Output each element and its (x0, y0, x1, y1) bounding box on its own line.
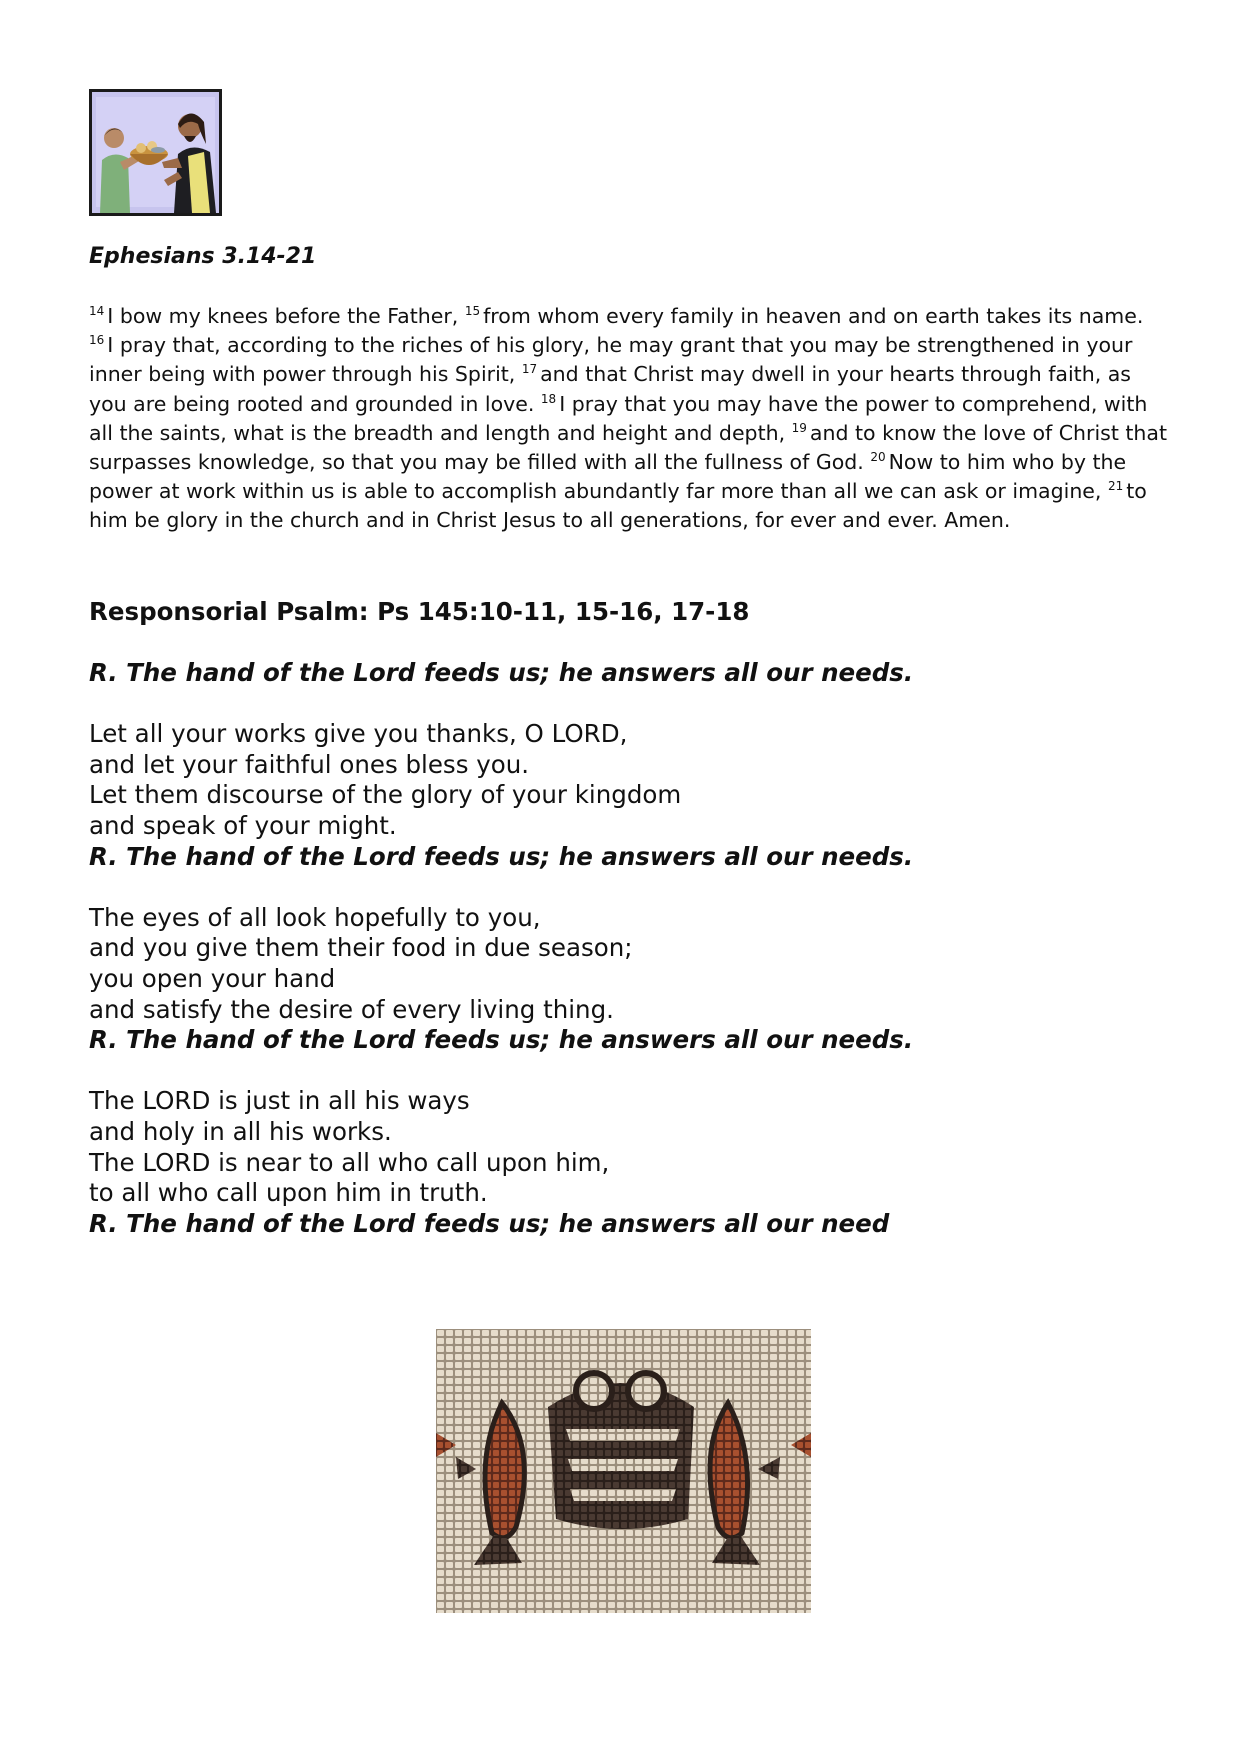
psalm-stanza (89, 903, 1169, 1056)
verse-text: and that Christ may dwell in your hearts through faith, as you are being rooted and grounded in love. (89, 362, 1131, 416)
verse-text: Now to him who by the power at work within us is able to accomplish abundantly far more than all we can ask or imagine, (89, 450, 1127, 504)
verse-number: 17 (521, 362, 538, 377)
verse-number: 21 (1107, 479, 1124, 494)
psalm-line: and you give them their food in due season; (89, 933, 633, 963)
verse-text: I pray that you may have the power to comprehend, with all the saints, what is the breadth and length and height and depth, (89, 391, 1148, 445)
verse-text: I pray that, according to the riches of his glory, he may grant that you may be strengthened in your inner being with power through his Spirit, (89, 333, 1133, 387)
psalm-response: R. The hand of the Lord feeds us; he answers all our needs. (89, 841, 914, 871)
psalm-body (89, 658, 1169, 1239)
illustration-drawing (92, 92, 219, 213)
verse-number: 18 (540, 391, 557, 406)
verse-text: and to know the love of Christ that surpasses knowledge, so that you may be filled with all the fullness of God. (89, 420, 1168, 475)
psalm-line: and satisfy the desire of every living thing. (89, 994, 614, 1024)
verse-text: from whom every family in heaven and on earth takes its name. (483, 304, 1144, 328)
mosaic-loaves-and-fishes (436, 1329, 811, 1613)
psalm-line: you open your hand (89, 963, 336, 993)
reading-text (89, 302, 1169, 536)
illustration-loaves-and-fishes (89, 89, 222, 216)
verse-number: 19 (791, 420, 807, 435)
psalm-line: Let them discourse of the glory of your kingdom (89, 780, 682, 810)
psalm-line: and let your faithful ones bless you. (89, 749, 530, 779)
psalm-heading: Responsorial Psalm: Ps 145:10-11, 15-16, 17-18 (89, 597, 750, 626)
psalm-line: and holy in all his works. (89, 1116, 392, 1146)
verse-number: 14 (89, 304, 105, 318)
psalm-line: The LORD is just in all his ways (89, 1086, 470, 1116)
verse-number: 15 (464, 304, 481, 318)
mosaic-drawing (436, 1329, 811, 1613)
psalm-stanza (89, 1086, 1169, 1239)
reading-title: Ephesians 3.14-21 (89, 244, 317, 269)
psalm-line: The LORD is near to all who call upon him, (89, 1147, 610, 1177)
verse-text: to him be glory in the church and in Christ Jesus to all generations, for ever and ever. Amen. (89, 479, 1147, 533)
verse-text: I bow my knees before the Father, (107, 304, 465, 328)
psalm-line: and speak of your might. (89, 810, 397, 840)
psalm-final-response: R. The hand of the Lord feeds us; he answers all our need (89, 1208, 890, 1238)
psalm-line: The eyes of all look hopefully to you, (89, 902, 541, 932)
verse-number: 16 (89, 333, 105, 348)
psalm-stanza (89, 719, 1169, 872)
psalm-response: R. The hand of the Lord feeds us; he answers all our needs. (89, 1025, 914, 1055)
psalm-line: Let all your works give you thanks, O LORD, (89, 719, 628, 749)
psalm-line: to all who call upon him in truth. (89, 1178, 488, 1208)
verse-number: 20 (870, 450, 886, 465)
psalm-response: R. The hand of the Lord feeds us; he answers all our needs. (89, 658, 914, 687)
